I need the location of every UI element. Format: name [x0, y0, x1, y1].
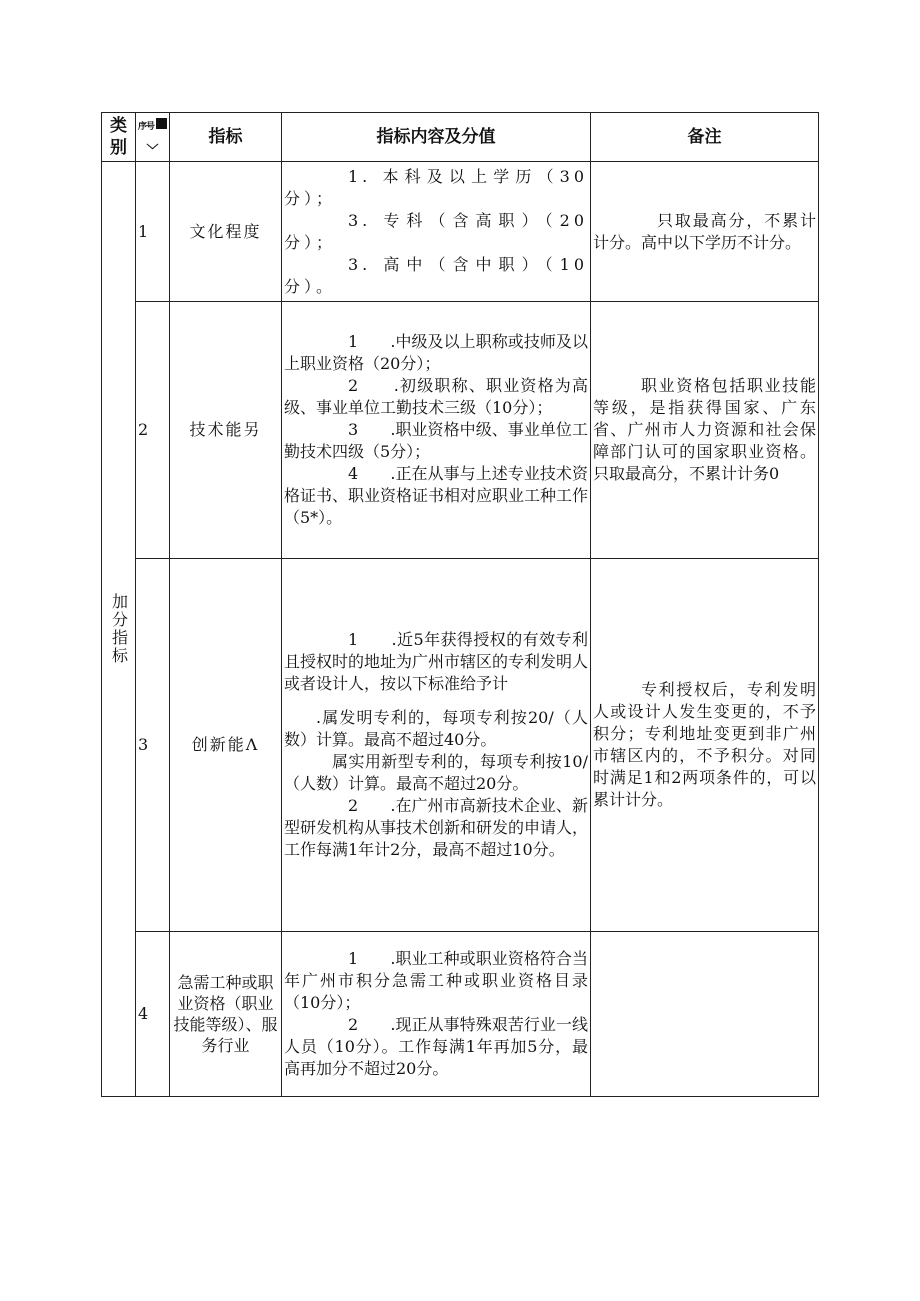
row-number: 2	[136, 302, 170, 559]
row-number: 3	[136, 559, 170, 932]
square-icon	[156, 118, 167, 129]
note-cell	[591, 162, 819, 302]
content-line: 3 .职业资格中级、事业单位工勤技术四级（5分）；	[284, 420, 588, 461]
indicator-content	[282, 559, 591, 932]
header-row	[102, 113, 819, 162]
note-text: 只取最高分，不累计计分。高中以下学历不计分。	[593, 210, 816, 252]
indicator-name: 技术能另	[170, 302, 282, 559]
content-line: 4 .正在从事与上述专业技术资格证书、职业资格证书相对应职业工种工作（5*）。	[284, 464, 589, 527]
indicator-content	[282, 302, 591, 559]
note-cell	[591, 302, 819, 559]
header-content: 指标内容及分值	[282, 113, 591, 162]
note-text: 专利授权后，专利发明人或设计人发生变更的，不予积分；专利地址变更到非广州市辖区内的，不予积分。对同时满足1和2两项条件的，可以累计计分。	[593, 680, 816, 809]
indicator-content	[282, 932, 591, 1097]
content-line: 1 .职业工种或职业资格符合当年广州市积分急需工种或职业资格目录（10分）；	[284, 949, 588, 1012]
indicator-name: 急需工种或职业资格（职业技能等级）、服务行业	[170, 932, 282, 1097]
table-row	[102, 559, 819, 932]
note-text: 职业资格包括职业技能等级，是指获得国家、广东省、广州市人力资源和社会保障部门认可的国家职业资格。只取最高分，不累计计务0	[593, 376, 816, 483]
content-line: .属发明专利的，每项专利按20/（人数）计算。最高不超过40分。	[284, 708, 588, 749]
content-line: 3. 专科（含高职）（20分）；	[284, 210, 588, 252]
content-line: 3. 高中（含中职）（10分）。	[284, 254, 588, 296]
header-number	[136, 113, 170, 162]
content-line: 1 .近5年获得授权的有效专利且授权时的地址为广州市辖区的专利发明人或者设计人，按以下标准给予计	[284, 630, 589, 693]
header-number-label: 序号	[138, 122, 155, 132]
score-table	[101, 112, 819, 1097]
note-cell	[591, 559, 819, 932]
content-line: 属实用新型专利的，每项专利按10/（人数）计算。最高不超过20分。	[284, 752, 588, 793]
header-note: 备注	[591, 113, 819, 162]
content-line: 1 .中级及以上职称或技师及以上职业资格（20分）；	[284, 332, 588, 373]
indicator-name: 创新能Λ	[170, 559, 282, 932]
indicator-name: 文化程度	[170, 162, 282, 302]
category-cell: 加分指标	[102, 162, 136, 1097]
content-line: 2 .在广州市高新技术企业、新型研发机构从事技术创新和研发的申请人，工作每满1年计2分，最高不超过10分。	[284, 796, 589, 859]
content-line: 2 .初级职称、职业资格为高级、事业单位工勤技术三级（10分）；	[284, 376, 588, 417]
table-row	[102, 302, 819, 559]
content-line: 1. 本科及以上学历（30分）；	[284, 166, 588, 208]
row-number: 1	[136, 162, 170, 302]
header-indicator: 指标	[170, 113, 282, 162]
row-number: 4	[136, 932, 170, 1097]
chevron-down-icon: ﹀	[146, 143, 159, 157]
note-cell	[591, 932, 819, 1097]
content-line: 2 .现正从事特殊艰苦行业一线人员（10分）。工作每满1年再加5分，最高再加分不超过20分。	[284, 1015, 588, 1078]
table-row	[102, 932, 819, 1097]
spacer	[284, 695, 588, 707]
table-row	[102, 162, 819, 302]
indicator-content	[282, 162, 591, 302]
header-category: 类别	[102, 113, 136, 162]
